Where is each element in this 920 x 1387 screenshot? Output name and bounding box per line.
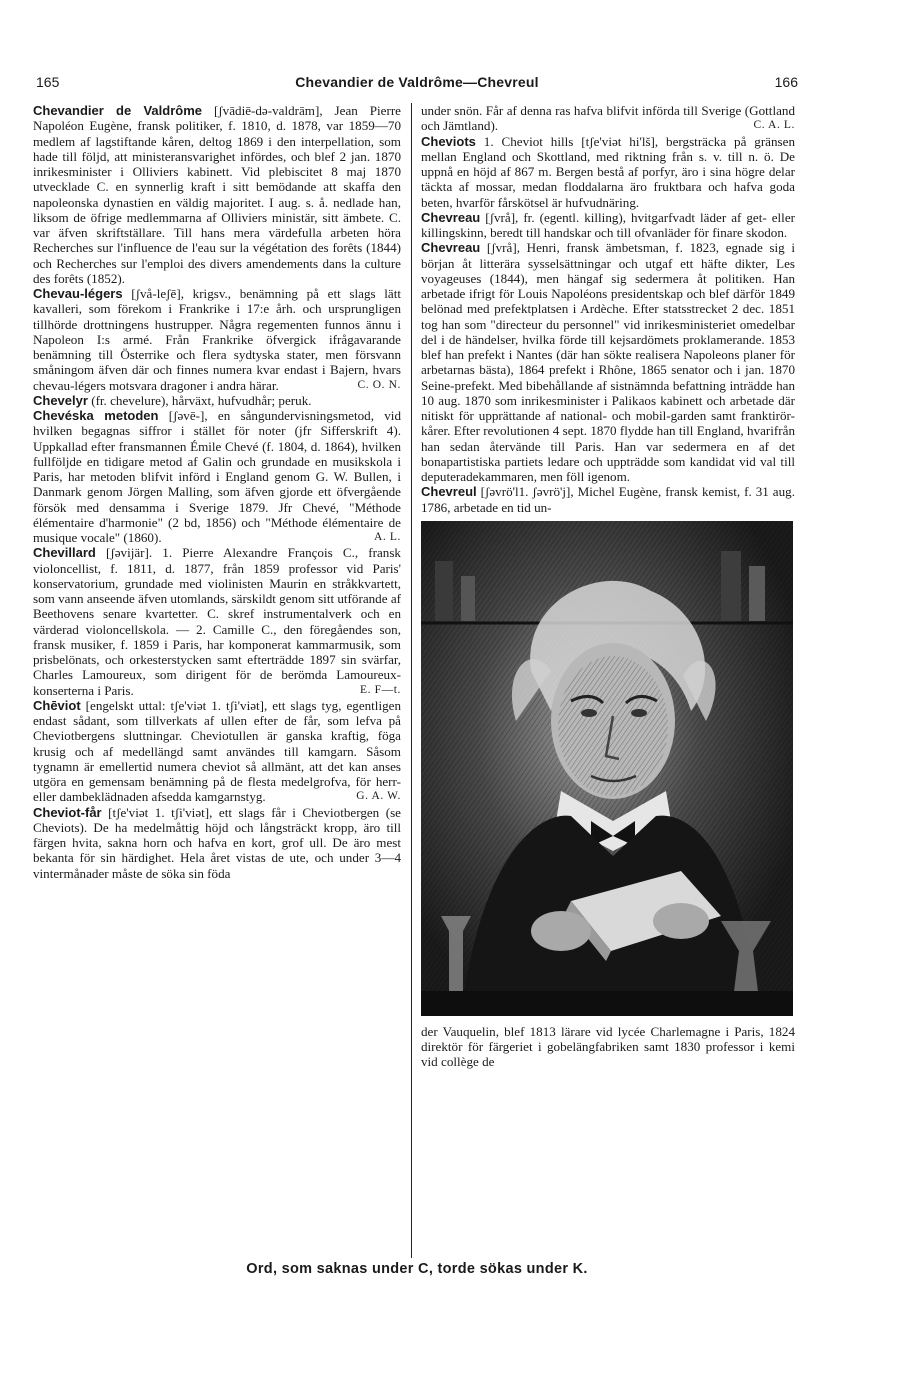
article-text: (fr. chevelure), hårväxt, hufvudhår; peruk. <box>91 392 312 408</box>
page-header <box>36 74 798 96</box>
article <box>33 286 401 393</box>
article-headword: Chevandier de Valdrôme <box>33 103 203 118</box>
article-text: [ʃvrå], fr. (egentl. killing), hvitgarfvadt läder af get- eller killingskinn, beredt till handskar och till ofvanläder för finare skodon. <box>421 209 795 240</box>
article-headword: Chevelyr <box>33 392 88 408</box>
article-continuation <box>421 1024 795 1070</box>
article-headword: Chevreau <box>421 209 481 225</box>
article-headword: Chevéska metoden <box>33 408 159 423</box>
article-headword: Chēviot <box>33 697 81 713</box>
column-divider <box>411 103 412 1258</box>
portrait-illustration <box>421 521 793 1016</box>
article-text: under snön. Får af denna ras hafva blifvit införda till Sverige (Gottland och Jämtland). <box>421 103 795 134</box>
article-headword: Chevau-légers <box>33 286 123 301</box>
article-text: [tʃe'viət 1. tʃi'viət], ett slags får i Cheviotbergen (se Cheviots). De ha medelmåttig höjd och långsträckt kropp, äro till färgen hvita, sakna horn och hafva en kort, grof ull. De äro mest bekanta för sin härdighet. Hela året vistas de ute, och under 3—4 vintermånader måste de söka sin föda <box>33 804 401 881</box>
page-number-left: 165 <box>36 74 60 90</box>
page-footer-note: Ord, som saknas under C, torde sökas under K. <box>246 1261 588 1277</box>
right-column <box>421 103 795 1070</box>
article-text: 1. Cheviot hills [tʃe'viət hi'lš], bergsträcka på gränsen mellan England och Skottland, med riktning från s. v. till n. ö. De uppnå en höjd af 867 m. Bergen bestå af porfyr, äro i sina högre delar täckta af mossar, medan floddalarna äro fruktbara och hafva goda beten, hvarför fårskötsel är hufvudnäring. <box>421 133 795 210</box>
left-column <box>33 103 401 1253</box>
article-text: [ʃəvē-], en sångundervisningsmetod, vid hvilken begagnas siffror i stället för noter (jfr Sifferskrift 4). Uppkallad efter fransmannen Émile Chevé (f. 1804, d. 1864), hvilken fullföljde en tidigare metod af Galin och grundade en musikskola i Paris, har metoden blifvit införd i England genom G. W. Bullen, i Danmark genom Jörgen Malling, som äfven gjorde ett öfvergående försök med densamma i Sverige 1879. Jfr Chevé, "Méthode élémentaire d'harmonie" (2 bd, 1856) och "Méthode élémentaire de musique vocale" (1860). <box>33 408 401 545</box>
article <box>421 134 795 210</box>
article <box>421 103 795 134</box>
page-number-right: 166 <box>774 74 798 90</box>
article-signature: A. L. <box>374 531 401 543</box>
article-text: [engelskt uttal: tʃe'viət 1. tʃi'viət], ett slags tyg, egentligen endast sådant, som tillverkats af ullen efter de får, som lefva på Cheviotbergens sluttningar. Cheviotullen är ganska kraftig, föga krusig och af medellängd samt användes till kamgarn. Såsom tygnamn är emellertid numera cheviot så allmänt, att det kan anses utgöra en gemensam benämning på de flesta medelgrofva, för herr- eller dambeklädnaden afsedda kamgarnstyg. <box>33 697 401 805</box>
article-headword: Cheviots <box>421 133 476 149</box>
article-text: [ʃəvrö'l1. ʃəvrö'j], Michel Eugène, fransk kemist, f. 31 aug. 1786, arbetade en tid un- <box>421 484 795 515</box>
chevreul-portrait-engraving <box>421 521 793 1016</box>
article-signature: C. O. N. <box>357 378 401 391</box>
article-signature: G. A. W. <box>356 790 401 803</box>
article-signature: C. A. L. <box>753 119 795 132</box>
article-signature: E. F—t. <box>360 683 401 696</box>
article <box>33 545 401 698</box>
article-headword: Chevreau <box>421 240 481 256</box>
article <box>33 393 401 408</box>
article <box>421 484 795 515</box>
article <box>33 408 401 545</box>
article <box>33 698 401 805</box>
running-title: Chevandier de Valdrôme—Chevreul <box>295 74 539 90</box>
article <box>421 240 795 484</box>
article <box>421 210 795 241</box>
article <box>33 103 401 286</box>
article-text: [ʃəvijär]. 1. Pierre Alexandre François C., fransk violoncellist, f. 1811, d. 1877, från 1859 professor vid Paris' konservatorium, grundade med violinisten Maurin en stråkkvartett, som vann anseende äfven utomlands, särskildt genom sitt utförande af Beethovens senare kvartetter. C. skref instrumentalverk och en värderad violoncellskola. — 2. Camille C., den föregåendes son, fransk musiker, f. 1859 i Paris, har komponerat kammarmusik, som prisbelönats, och orkesterstycken samt efterträdde 1897 sin svärfar, Charles Lamoureux, som dirigent för de berömda Lamoureux-konserterna i Paris. <box>33 545 401 698</box>
article-headword: Chevreul <box>421 484 477 500</box>
article-text: der Vauquelin, blef 1813 lärare vid lycée Charlemagne i Paris, 1824 direktör för färgeriet i gobelängfabriken samt 1830 professor i kemi vid collège de <box>421 1023 795 1070</box>
article-text: [ʃvādiē-də-valdrām], Jean Pierre Napoléon Eugène, fransk politiker, f. 1810, d. 1878, var 1859—70 medlem af lagstiftande kåren, deltog 1869 i den interpellation, som hade till följd, att ministeransvarighet infördes, och blef 2 jan. 1870 inrikesminister i Olliviers kabinett. Vid plebiscitet 8 maj 1870 utvecklade C. en synnerlig kraft i sitt bemödande att skaffa den napoleonska dynastien en väldig majoritet. I aug. s. å. nedlade han, liksom de öfrige medlemmarna af Olliviers ministär, sitt ämbete. C. var äfven skriftställare. Till hans mera värdefulla arbeten höra Recherches sur l'influence de l'eau sur la végétation des forêts (1844) och Recherches sur l'emploi des divers amendements dans la culture des forêts (1852). <box>33 103 401 286</box>
article-text: [ʃvrå], Henri, fransk ämbetsman, f. 1823, egnade sig i början åt litterära sysselsättningar och utgaf ett häfte dikter, Les voyageuses (1844), men hängaf sig sedermera åt politiken. Han arbetade ifrigt för Louis Napoléons presidentskap och blef därför 1849 belönad med prefektplatsen i Ardèche. Efter statsstrecket 2 dec. 1851 tog han som "directeur du personnel" vid inrikesministeriet omedelbar del i de händelser, hvilka förde till kejsardömets proklamerande. 1853 blef han prefekt i Nantes (där han sökte realisera Napoleons planer för arbetarnas bästa), 1864 prefekt i Rhône, 1865 senator och i jan. 1870 Seine-prefekt. Med bibehållande af sistnämnda befattning inträdde han 10 aug. 1870 som inrikesminister i Palikaos kabinett och arbetade där nitiskt för upprättande af national- och mobil-garden samt franktirör-kårer. Efter revolutionen 4 sept. 1870 flydde han till England, hvarifrån han sedan återvände till Paris. Han var sedermera en af det bonapartistiska partiets ledare och uppträdde som kandidat vid val till deputeradekammaren, men föll igenom. <box>421 240 795 484</box>
article-text: [ʃvå-leʃē], krigsv., benämning på ett slags lätt kavalleri, som förekom i Frankrike i 17:e årh. och ursprungligen tillhörde drottningens hustrupper. Några regementen funnos ännu i Napoleon I:s armé. Från Frankrike öfvergick ifrågavarande benämning till Österrike och flera sydtyska stater, men försvann småningom äfven där och finnes numera kvar endast i Bajern, hvars chevau-légers motsvara dragoner i andra härar. <box>33 286 401 393</box>
article-headword: Chevillard <box>33 545 96 561</box>
article <box>33 805 401 881</box>
article-headword: Cheviot-får <box>33 804 102 820</box>
